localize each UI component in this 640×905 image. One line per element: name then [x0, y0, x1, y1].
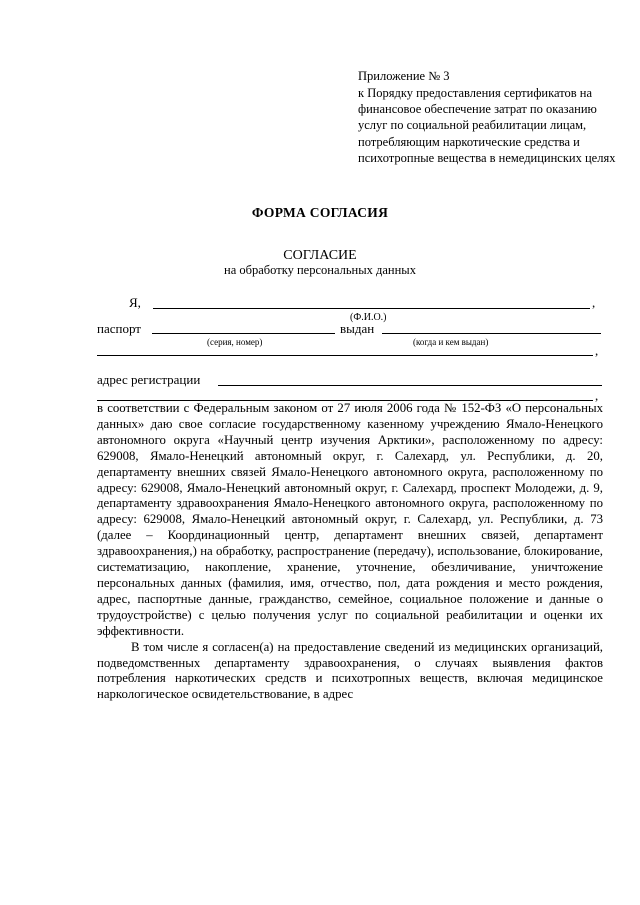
issued-hint: (когда и кем выдан): [413, 337, 489, 347]
passport-number-field[interactable]: [152, 333, 335, 334]
fio-hint: (Ф.И.О.): [350, 312, 387, 323]
fio-field[interactable]: [153, 308, 590, 309]
form-heading: ФОРМА СОГЛАСИЯ: [251, 205, 389, 220]
issued-by-field[interactable]: [382, 333, 601, 334]
appendix-title: Приложение № 3: [358, 69, 450, 83]
document-title: СОГЛАСИЕ: [283, 248, 357, 263]
issued-label: выдан: [340, 321, 375, 336]
address-field[interactable]: [218, 385, 602, 386]
address-comma: ,: [595, 388, 599, 403]
series-hint: (серия, номер): [207, 337, 263, 347]
consent-paragraph-2: В том числе я согласен(а) на предоставление сведений из медицинских организаций, подведомственных департаменту здравоохранения, о случаях выявления фактов потребления наркотических средств и психотропных веществ, включая медицинское наркологическое освидетельствование, в адрес: [97, 639, 603, 702]
consent-paragraph-1: в соответствии с Федеральным законом от 27 июля 2006 года № 152-ФЗ «О персональных данных» даю свое согласие государственному казенному учреждению Ямало-Ненецкого автономного округа «Научный центр изучения Арктики», расположенному по адресу: 629008, Ямало-Ненецкий автономный округ, г. Салехард, ул. Республики, д. 20, департаменту внешних связей Ямало-Ненецкого автономного округа, расположенному по адресу: 629008, Ямало-Ненецкий автономный округ, г. Салехард, проспект Молодежи, д. 9, департаменту здравоохранения Ямало-Ненецкого автономного округа, расположенному по адресу: 629008, Ямало-Ненецкий автономный округ, г. Салехард, ул. Республики, д. 73 (далее – Координационный центр, департамент внешних связей, департамент здравоохранения,) на обработку, распространение (передачу), использование, блокирование, систематизацию, накопление, хранение, уточнение, обезличивание, уничтожение персональных данных (фамилия, имя, отчество, пол, дата рождения и место рождения, адрес, паспортные данные, гражданство, семейное, социальное положение и данные о трудоустройстве) с целью получения услуг по социальной реабилитации и оценки их эффективности.: [97, 401, 603, 638]
i-label: Я,: [129, 295, 141, 310]
document-subtitle: на обработку персональных данных: [224, 263, 416, 277]
appendix-text: к Порядку предоставления сертификатов на финансовое обеспечение затрат по оказанию услуг по социальной реабилитации лицам, потребляющим наркотические средства и психотропные вещества в немедицинских целях: [358, 86, 616, 165]
consent-body: [97, 401, 603, 703]
passport-label: паспорт: [97, 321, 141, 336]
issued-by-continuation-field[interactable]: [97, 355, 593, 356]
fio-comma: ,: [592, 295, 596, 310]
address-label: адрес регистрации: [97, 372, 201, 387]
issued-comma: ,: [595, 343, 599, 358]
